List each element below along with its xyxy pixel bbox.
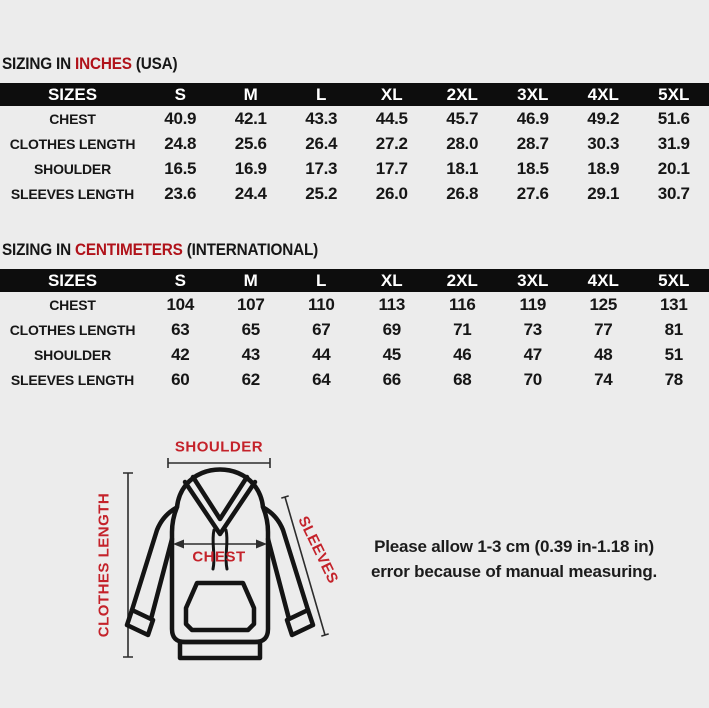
size-value-cell: 66 bbox=[357, 367, 428, 392]
note-line-1: Please allow 1-3 cm (0.39 in-1.18 in) bbox=[344, 534, 684, 559]
size-value-cell: 18.5 bbox=[498, 156, 569, 181]
size-value-cell: 131 bbox=[639, 292, 709, 317]
size-value-cell: 104 bbox=[145, 292, 216, 317]
clothes-length-measure-label: CLOTHES LENGTH bbox=[96, 493, 113, 638]
table-row bbox=[0, 317, 709, 342]
title-suffix: (USA) bbox=[132, 54, 178, 73]
column-header: M bbox=[216, 83, 287, 106]
title-unit-highlight: INCHES bbox=[75, 54, 132, 73]
size-value-cell: 60 bbox=[145, 367, 216, 392]
size-value-cell: 47 bbox=[498, 342, 569, 367]
column-header: XL bbox=[357, 83, 428, 106]
size-value-cell: 30.7 bbox=[639, 181, 709, 206]
size-value-cell: 48 bbox=[568, 342, 639, 367]
size-value-cell: 70 bbox=[498, 367, 569, 392]
size-value-cell: 68 bbox=[427, 367, 498, 392]
row-label: SHOULDER bbox=[0, 342, 145, 367]
table-row bbox=[0, 156, 709, 181]
column-header: 2XL bbox=[427, 83, 498, 106]
column-header: SIZES bbox=[0, 269, 145, 292]
size-value-cell: 71 bbox=[427, 317, 498, 342]
size-value-cell: 65 bbox=[216, 317, 287, 342]
size-value-cell: 40.9 bbox=[145, 106, 216, 131]
inches-size-table bbox=[0, 83, 709, 206]
title-prefix: SIZING IN bbox=[2, 240, 75, 259]
size-value-cell: 77 bbox=[568, 317, 639, 342]
size-value-cell: 16.5 bbox=[145, 156, 216, 181]
column-header: 2XL bbox=[427, 269, 498, 292]
size-value-cell: 29.1 bbox=[568, 181, 639, 206]
size-value-cell: 69 bbox=[357, 317, 428, 342]
size-value-cell: 73 bbox=[498, 317, 569, 342]
size-value-cell: 81 bbox=[639, 317, 709, 342]
size-value-cell: 44.5 bbox=[357, 106, 428, 131]
size-value-cell: 63 bbox=[145, 317, 216, 342]
size-value-cell: 74 bbox=[568, 367, 639, 392]
size-value-cell: 51 bbox=[639, 342, 709, 367]
hood-opening-outer bbox=[185, 482, 255, 534]
size-value-cell: 16.9 bbox=[216, 156, 287, 181]
right-cuff bbox=[287, 610, 313, 635]
row-label: CHEST bbox=[0, 106, 145, 131]
size-value-cell: 42 bbox=[145, 342, 216, 367]
table-row bbox=[0, 367, 709, 392]
title-prefix: SIZING IN bbox=[2, 54, 75, 73]
size-value-cell: 113 bbox=[357, 292, 428, 317]
centimeters-size-table bbox=[0, 269, 709, 392]
size-value-cell: 24.4 bbox=[216, 181, 287, 206]
size-value-cell: 44 bbox=[286, 342, 357, 367]
row-label: CLOTHES LENGTH bbox=[0, 317, 145, 342]
left-sleeve-outer bbox=[132, 508, 176, 610]
size-value-cell: 20.1 bbox=[639, 156, 709, 181]
size-value-cell: 119 bbox=[498, 292, 569, 317]
column-header: 3XL bbox=[498, 269, 569, 292]
chest-measure-label: CHEST bbox=[192, 549, 245, 566]
hood-opening-inner bbox=[193, 477, 247, 519]
size-value-cell: 107 bbox=[216, 292, 287, 317]
size-value-cell: 49.2 bbox=[568, 106, 639, 131]
size-value-cell: 43.3 bbox=[286, 106, 357, 131]
size-value-cell: 17.3 bbox=[286, 156, 357, 181]
size-value-cell: 51.6 bbox=[639, 106, 709, 131]
size-value-cell: 45.7 bbox=[427, 106, 498, 131]
column-header: S bbox=[145, 269, 216, 292]
note-line-2: error because of manual measuring. bbox=[344, 559, 684, 584]
size-value-cell: 26.8 bbox=[427, 181, 498, 206]
shoulder-measure-line bbox=[168, 458, 270, 468]
column-header: 4XL bbox=[568, 83, 639, 106]
table-row bbox=[0, 106, 709, 131]
column-header: M bbox=[216, 269, 287, 292]
size-value-cell: 28.7 bbox=[498, 131, 569, 156]
size-value-cell: 46 bbox=[427, 342, 498, 367]
column-header: 3XL bbox=[498, 83, 569, 106]
left-cuff bbox=[127, 610, 153, 635]
row-label: CHEST bbox=[0, 292, 145, 317]
column-header: 4XL bbox=[568, 269, 639, 292]
column-header: L bbox=[286, 83, 357, 106]
size-value-cell: 18.1 bbox=[427, 156, 498, 181]
column-header: S bbox=[145, 83, 216, 106]
size-value-cell: 67 bbox=[286, 317, 357, 342]
row-label: SLEEVES LENGTH bbox=[0, 181, 145, 206]
column-header: L bbox=[286, 269, 357, 292]
left-sleeve-inner bbox=[151, 539, 172, 619]
measuring-error-note bbox=[344, 534, 684, 584]
table-row bbox=[0, 342, 709, 367]
size-value-cell: 18.9 bbox=[568, 156, 639, 181]
column-header: SIZES bbox=[0, 83, 145, 106]
size-value-cell: 26.0 bbox=[357, 181, 428, 206]
size-value-cell: 17.7 bbox=[357, 156, 428, 181]
size-value-cell: 28.0 bbox=[427, 131, 498, 156]
size-value-cell: 30.3 bbox=[568, 131, 639, 156]
size-value-cell: 27.6 bbox=[498, 181, 569, 206]
size-value-cell: 27.2 bbox=[357, 131, 428, 156]
size-value-cell: 125 bbox=[568, 292, 639, 317]
kangaroo-pocket bbox=[186, 583, 254, 630]
row-label: SLEEVES LENGTH bbox=[0, 367, 145, 392]
size-value-cell: 25.6 bbox=[216, 131, 287, 156]
size-value-cell: 31.9 bbox=[639, 131, 709, 156]
title-unit-highlight: CENTIMETERS bbox=[75, 240, 183, 259]
hem-band bbox=[180, 642, 260, 658]
title-suffix: (INTERNATIONAL) bbox=[183, 240, 318, 259]
size-value-cell: 45 bbox=[357, 342, 428, 367]
table-row bbox=[0, 131, 709, 156]
table-row bbox=[0, 292, 709, 317]
size-value-cell: 78 bbox=[639, 367, 709, 392]
centimeters-section-title bbox=[2, 240, 638, 260]
right-sleeve-inner bbox=[268, 539, 289, 619]
inches-section-title bbox=[2, 0, 638, 74]
row-label: SHOULDER bbox=[0, 156, 145, 181]
column-header: 5XL bbox=[639, 83, 709, 106]
size-value-cell: 62 bbox=[216, 367, 287, 392]
column-header: XL bbox=[357, 269, 428, 292]
size-value-cell: 64 bbox=[286, 367, 357, 392]
size-value-cell: 23.6 bbox=[145, 181, 216, 206]
sleeves-measure-label: SLEEVES bbox=[294, 514, 341, 587]
size-value-cell: 24.8 bbox=[145, 131, 216, 156]
size-value-cell: 46.9 bbox=[498, 106, 569, 131]
size-value-cell: 116 bbox=[427, 292, 498, 317]
size-value-cell: 42.1 bbox=[216, 106, 287, 131]
shoulder-measure-label: SHOULDER bbox=[175, 439, 263, 456]
size-value-cell: 25.2 bbox=[286, 181, 357, 206]
size-value-cell: 110 bbox=[286, 292, 357, 317]
column-header: 5XL bbox=[639, 269, 709, 292]
table-header-row bbox=[0, 83, 709, 106]
size-value-cell: 26.4 bbox=[286, 131, 357, 156]
size-value-cell: 43 bbox=[216, 342, 287, 367]
measurement-diagram bbox=[0, 427, 709, 708]
table-header-row bbox=[0, 269, 709, 292]
row-label: CLOTHES LENGTH bbox=[0, 131, 145, 156]
table-row bbox=[0, 181, 709, 206]
